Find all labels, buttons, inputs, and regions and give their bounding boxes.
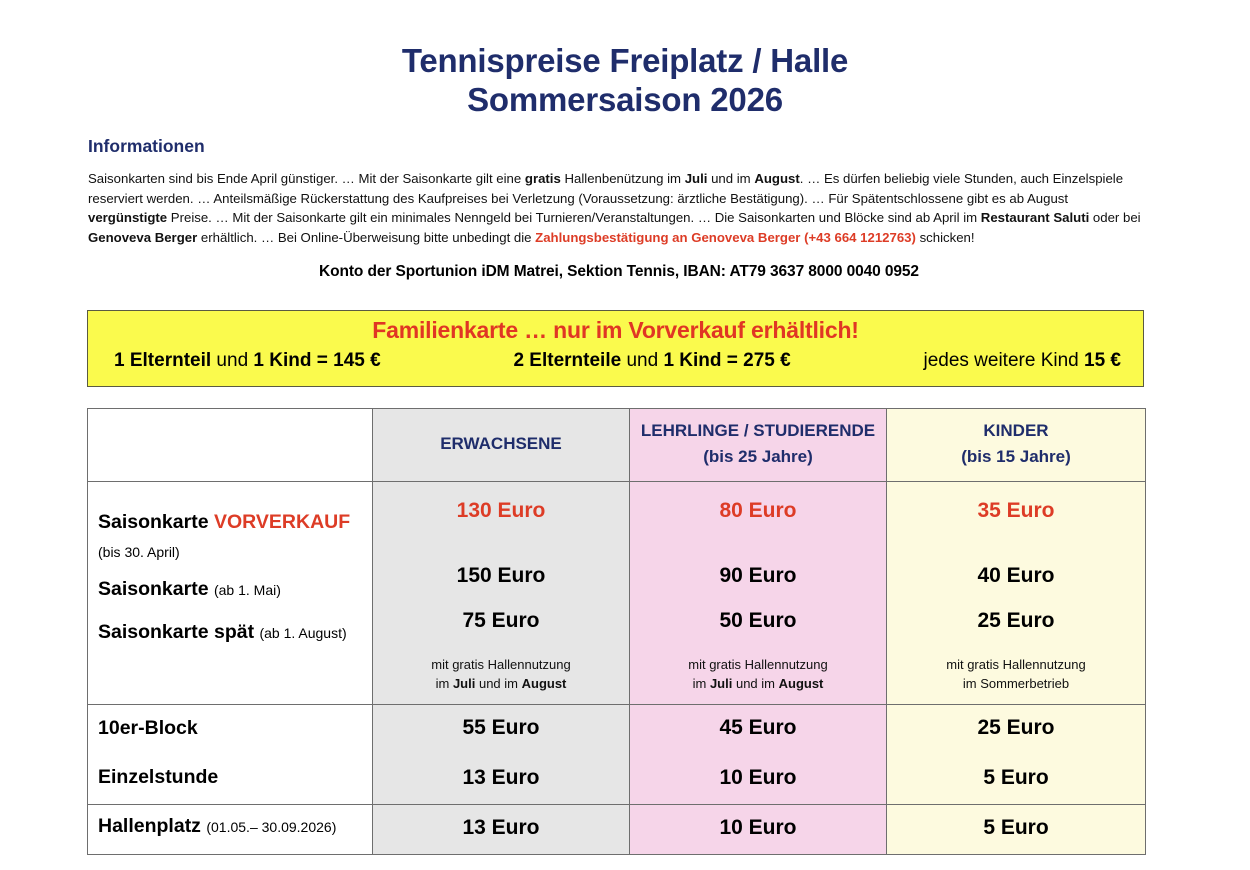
price-hallenplatz-children: 5 Euro bbox=[983, 815, 1049, 839]
table-row-season-tickets bbox=[88, 481, 1146, 704]
note-adults-line2 bbox=[373, 674, 629, 694]
info-bold-restaurant: Restaurant Saluti bbox=[980, 210, 1090, 226]
season-prices-apprentices bbox=[630, 481, 887, 704]
label-saisonkarte-spaet bbox=[88, 615, 372, 657]
info-payment-confirmation: Zahlungsbestätigung an Genoveva Berger (+43 664 1212763) bbox=[535, 229, 916, 245]
indoor-price-adults-cell bbox=[373, 804, 630, 854]
header-cell-adults bbox=[373, 409, 630, 482]
label-hallenplatz-sub: (01.05.– 30.09.2026) bbox=[206, 819, 337, 836]
label-saisonkarte-vorverkauf bbox=[88, 505, 372, 541]
price-mai-adults: 150 Euro bbox=[456, 563, 546, 587]
family-option-one-parent bbox=[114, 350, 381, 372]
price-mai-apprentices: 90 Euro bbox=[719, 563, 797, 587]
table-row-indoor-court bbox=[88, 804, 1146, 854]
note-children-line2: im Sommerbetrieb bbox=[962, 676, 1070, 692]
info-seg-8: schicken! bbox=[915, 229, 975, 245]
header-adults bbox=[373, 422, 629, 467]
label-saisonkarte-vvk-main: Saisonkarte bbox=[98, 510, 214, 533]
family-card-box bbox=[87, 310, 1144, 387]
header-children bbox=[887, 409, 1145, 481]
price-vvk-children: 35 Euro bbox=[977, 498, 1055, 522]
note-adults bbox=[373, 631, 629, 704]
family-card-options bbox=[88, 344, 1143, 372]
bank-account-line: Konto der Sportunion iDM Matrei, Sektion Tennis, IBAN: AT79 3637 8000 0040 0952 bbox=[319, 263, 919, 281]
price-10er-children: 25 Euro bbox=[977, 715, 1055, 739]
label-einzelstunde-text: Einzelstunde bbox=[98, 766, 219, 789]
header-cell-empty bbox=[88, 409, 373, 482]
price-spaet-apprentices: 50 Euro bbox=[719, 608, 797, 632]
label-10er-block-text: 10er-Block bbox=[98, 716, 198, 739]
note-apprentices-line1: mit gratis Hallennutzung bbox=[688, 656, 828, 672]
family-option-extra-child bbox=[923, 350, 1121, 372]
family-option-3-label: jedes weitere Kind bbox=[923, 350, 1085, 371]
label-einzelstunde bbox=[88, 760, 372, 802]
header-children-sub: (bis 15 Jahre) bbox=[961, 447, 1071, 467]
blocks-prices-apprentices bbox=[630, 704, 887, 804]
info-bold-august: August bbox=[754, 171, 800, 186]
info-seg-6: oder bei bbox=[1089, 210, 1141, 226]
price-10er-adults: 55 Euro bbox=[462, 715, 540, 739]
season-tickets-labels bbox=[88, 481, 373, 704]
note-apprentices bbox=[630, 631, 886, 704]
label-saisonkarte-mai bbox=[88, 572, 372, 616]
information-section bbox=[88, 136, 1150, 281]
info-seg-7: erhältlich. … Bei Online-Überweisung bitte unbedingt die bbox=[197, 229, 536, 245]
label-saisonkarte-spaet-sub: (ab 1. August) bbox=[259, 625, 347, 642]
info-bold-genoveva: Genoveva Berger bbox=[88, 229, 198, 245]
season-prices-children bbox=[887, 481, 1146, 704]
family-option-1-label: 1 Elternteil bbox=[114, 350, 212, 371]
note-apprentices-line2 bbox=[630, 674, 886, 694]
header-empty-label bbox=[88, 435, 372, 454]
label-saisonkarte-spaet-main: Saisonkarte spät bbox=[98, 621, 260, 644]
label-stack-spacer bbox=[88, 657, 372, 681]
price-einzel-adults: 13 Euro bbox=[462, 765, 540, 789]
price-table bbox=[87, 408, 1146, 855]
info-seg-2: Hallenbenützung im bbox=[560, 171, 685, 186]
note-children bbox=[887, 631, 1145, 704]
information-paragraph bbox=[88, 169, 1150, 247]
header-apprentices-label: LEHRLINGE / STUDIERENDE bbox=[640, 421, 876, 440]
label-hallenplatz-main: Hallenplatz bbox=[98, 815, 207, 838]
label-10er-block bbox=[88, 707, 372, 761]
note-adults-line1: mit gratis Hallennutzung bbox=[431, 656, 571, 672]
note-children-line1: mit gratis Hallennutzung bbox=[946, 656, 1086, 672]
label-vorverkauf-deadline-text: (bis 30. April) bbox=[98, 544, 180, 561]
price-mai-children: 40 Euro bbox=[977, 563, 1055, 587]
price-vvk-adults: 130 Euro bbox=[456, 498, 546, 522]
header-cell-children bbox=[887, 409, 1146, 482]
label-hallenplatz bbox=[88, 805, 372, 853]
label-vorverkauf-red: VORVERKAUF bbox=[213, 510, 351, 533]
family-card-title: Familienkarte … nur im Vorverkauf erhältlich! bbox=[372, 317, 859, 343]
header-cell-apprentices bbox=[630, 409, 887, 482]
page-title bbox=[0, 0, 1250, 120]
blocks-prices-adults bbox=[373, 704, 630, 804]
price-spaet-children: 25 Euro bbox=[977, 608, 1055, 632]
price-hallenplatz-adults: 13 Euro bbox=[462, 815, 540, 839]
info-bold-verguenstigte: vergünstigte bbox=[88, 210, 168, 226]
info-bold-gratis: gratis bbox=[524, 171, 561, 186]
label-saisonkarte-mai-main: Saisonkarte bbox=[98, 577, 214, 600]
indoor-price-children-cell bbox=[887, 804, 1146, 854]
label-saisonkarte-mai-sub: (ab 1. Mai) bbox=[213, 581, 281, 598]
price-10er-apprentices: 45 Euro bbox=[719, 715, 797, 739]
price-vvk-apprentices: 80 Euro bbox=[719, 498, 797, 522]
family-option-2-label: 2 Elternteile bbox=[513, 350, 622, 371]
info-seg-1: Saisonkarten sind bis Ende April günstiger. … Mit der Saisonkarte gilt eine bbox=[88, 171, 525, 186]
family-option-2-conj: und bbox=[621, 350, 664, 371]
information-heading: Informationen bbox=[88, 136, 205, 156]
info-seg-3: und im bbox=[707, 171, 755, 186]
family-option-1-conj: und bbox=[211, 350, 254, 371]
note-apprentices-juli: Juli bbox=[709, 676, 733, 692]
family-option-two-parents bbox=[513, 350, 790, 372]
price-hallenplatz-apprentices: 10 Euro bbox=[719, 815, 797, 839]
header-apprentices bbox=[630, 409, 886, 481]
title-line-2: Sommersaison 2026 bbox=[467, 80, 783, 118]
note-adults-l2a: im bbox=[435, 676, 453, 692]
note-apprentices-l2c: und im bbox=[732, 676, 779, 692]
info-seg-4: . … Es dürfen beliebig viele Stunden, auch Einzelspiele reserviert werden. … Anteilsmäßige Rückerstattung des Kaufpreises bei Verletzung (Voraussetzung: ärztliche Bestätigung). … Für Spätentschlossene gibt es ab August bbox=[88, 171, 1124, 206]
price-einzel-children: 5 Euro bbox=[983, 765, 1049, 789]
table-row-blocks bbox=[88, 704, 1146, 804]
header-adults-label: ERWACHSENE bbox=[440, 434, 562, 454]
price-spaet-adults: 75 Euro bbox=[462, 608, 540, 632]
price-einzel-apprentices: 10 Euro bbox=[719, 765, 797, 789]
note-adults-l2c: und im bbox=[475, 676, 522, 692]
family-option-1-price: 1 Kind = 145 € bbox=[253, 350, 381, 371]
note-apprentices-august: August bbox=[778, 676, 824, 692]
title-line-1: Tennispreise Freiplatz / Halle bbox=[401, 42, 849, 79]
family-option-2-price: 1 Kind = 275 € bbox=[663, 350, 791, 371]
info-seg-5: Preise. … Mit der Saisonkarte gilt ein minimales Nenngeld bei Turnieren/Veranstaltungen. … Die Saisonkarten und Blöcke sind ab April im bbox=[167, 210, 981, 226]
blocks-prices-children bbox=[887, 704, 1146, 804]
season-prices-adults bbox=[373, 481, 630, 704]
note-apprentices-l2a: im bbox=[692, 676, 710, 692]
header-apprentices-sub: (bis 25 Jahre) bbox=[703, 447, 813, 467]
indoor-price-apprentices-cell bbox=[630, 804, 887, 854]
info-bold-juli: Juli bbox=[684, 171, 708, 186]
table-header-row bbox=[88, 409, 1146, 482]
indoor-court-label-cell bbox=[88, 804, 373, 854]
label-vorverkauf-deadline bbox=[88, 540, 372, 572]
blocks-labels bbox=[88, 704, 373, 804]
header-children-label: KINDER bbox=[983, 421, 1049, 440]
note-adults-august: August bbox=[521, 676, 567, 692]
season-label-stack bbox=[88, 505, 372, 681]
family-option-3-price: 15 € bbox=[1084, 350, 1121, 371]
note-adults-juli: Juli bbox=[452, 676, 476, 692]
